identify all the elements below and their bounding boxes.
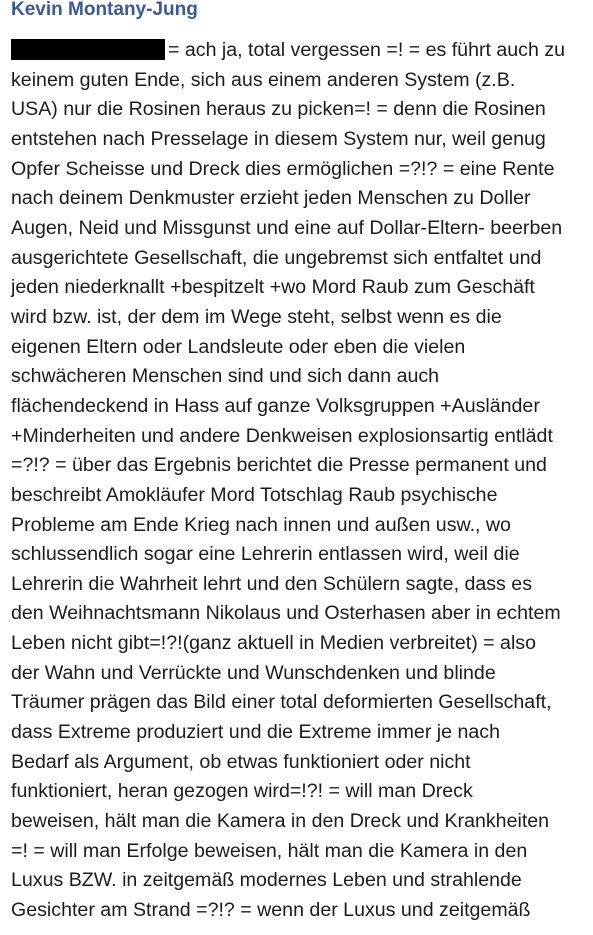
comment-line: Gesichter am Strand =?!? = wenn der Luxus und zeitgemäß — [11, 899, 531, 922]
comment-line: USA) nur die Rosinen heraus zu picken=! = denn die Rosinen — [11, 98, 546, 121]
comment-line: schlussendlich sogar eine Lehrerin entlassen wird, weil die — [11, 543, 520, 566]
comment-line: der Wahn und Verrückte und Wunschdenken und blinde — [11, 661, 496, 684]
comment-line-text: = ach ja, total vergessen =! = es führt auch zu — [168, 39, 566, 61]
comment-line: den Weihnachtsmann Nikolaus und Osterhasen aber in echtem — [11, 602, 561, 625]
comment-line: +Minderheiten und andere Denkweisen explosionsartig entlädt — [11, 424, 553, 447]
comment-line: dass Extreme produziert und die Extreme immer je nach — [11, 721, 500, 744]
comment-line: Träumer prägen das Bild einer total deformierten Gesellschaft, — [11, 691, 552, 714]
comment-body — [11, 36, 586, 926]
comment-line: wird bzw. ist, der dem im Wege steht, selbst wenn es die — [11, 305, 502, 328]
comment-line: =! = will man Erfolge beweisen, hält man die Kamera in den — [11, 839, 528, 862]
comment-line: beschreibt Amokläufer Mord Totschlag Raub psychische — [11, 483, 498, 506]
comment-line: =?!? = über das Ergebnis berichtet die Presse permanent und — [11, 454, 547, 477]
comment-line: Luxus BZW. in zeitgemäß modernes Leben und strahlende — [11, 869, 522, 892]
redacted-name-block — [11, 39, 165, 60]
comment-line: Leben nicht gibt=!?!(ganz aktuell in Medien verbreitet) = also — [11, 632, 536, 655]
comment-line: eigenen Eltern oder Landsleute oder eben die vielen — [11, 335, 466, 358]
comment-line: schwächeren Menschen sind und sich dann auch — [11, 365, 440, 388]
comment-line: Probleme am Ende Krieg nach innen und außen usw., wo — [11, 513, 511, 536]
comment-line: Lehrerin die Wahrheit lehrt und den Schülern sagte, dass es — [11, 572, 532, 595]
comment-line: entstehen nach Presselage in diesem System nur, weil genug — [11, 127, 546, 150]
comment-line: keinem guten Ende, sich aus einem anderen System (z.B. — [11, 68, 516, 91]
comment-line: ausgerichtete Gesellschaft, die ungebremst sich entfaltet und — [11, 246, 542, 269]
author-name-link[interactable]: Kevin Montany-Jung — [11, 0, 198, 20]
comment-line: nach deinem Denkmuster erzieht jeden Menschen zu Doller — [11, 187, 531, 210]
comment-line: Augen, Neid und Missgunst und eine auf Dollar-Eltern- beerben — [11, 216, 563, 239]
comment-line: beweisen, hält man die Kamera in den Dreck und Krankheiten — [11, 810, 550, 833]
comment-line — [11, 36, 586, 66]
comment-line: jeden niederknallt +bespitzelt +wo Mord Raub zum Geschäft — [11, 276, 535, 299]
comment-line: flächendeckend in Hass auf ganze Volksgruppen +Ausländer — [11, 394, 540, 417]
comment-line: funktioniert, heran gezogen wird=!?! = will man Dreck — [11, 780, 473, 803]
comment-line: Opfer Scheisse und Dreck dies ermöglichen =?!? = eine Rente — [11, 157, 555, 180]
comment-line: Bedarf als Argument, ob etwas funktioniert oder nicht — [11, 750, 471, 773]
